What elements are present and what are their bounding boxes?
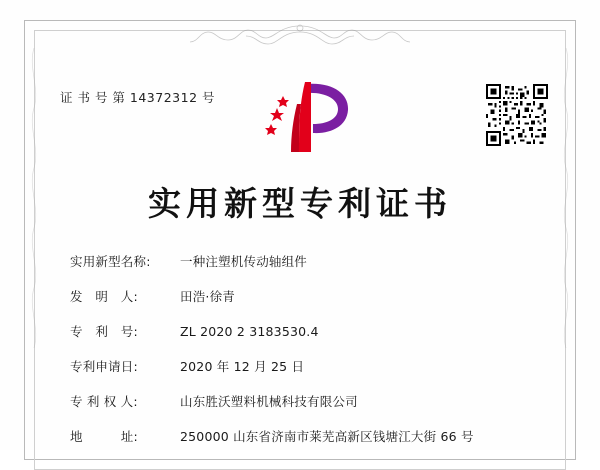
field-row-patent-number: [70, 322, 540, 340]
field-label-application-date: 专利申请日:: [70, 359, 138, 374]
field-label-inventor: 发 明 人:: [70, 289, 138, 304]
field-row-inventor: [70, 287, 540, 305]
field-label-address: 地 址:: [70, 429, 138, 444]
field-label-patent-number: 专 利 号:: [70, 324, 138, 339]
ornament-top-icon: [170, 22, 430, 56]
field-value-address: 250000 山东省济南市莱芜高新区钱塘江大街 66 号: [180, 429, 474, 444]
field-value-utility-model-name: 一种注塑机传动轴组件: [180, 254, 308, 269]
field-label-utility-model-name: 实用新型名称:: [70, 254, 151, 269]
field-row-utility-model-name: [70, 252, 540, 270]
patent-emblem-icon: [245, 78, 355, 160]
page-title: 实用新型专利证书: [148, 184, 452, 223]
field-value-patentee: 山东胜沃塑料机械科技有限公司: [180, 394, 358, 409]
qr-code: [486, 84, 548, 146]
field-label-patentee: 专 利 权 人:: [70, 394, 138, 409]
field-value-application-date: 2020 年 12 月 25 日: [180, 359, 305, 374]
certificate-number: 证 书 号 第 14372312 号: [60, 90, 215, 105]
field-row-address: [70, 427, 540, 445]
field-row-application-date: [70, 357, 540, 375]
field-value-inventor: 田浩·徐青: [180, 289, 235, 304]
field-row-patentee: [70, 392, 540, 410]
certificate-fields: [70, 252, 540, 462]
field-value-patent-number: ZL 2020 2 3183530.4: [180, 324, 319, 339]
